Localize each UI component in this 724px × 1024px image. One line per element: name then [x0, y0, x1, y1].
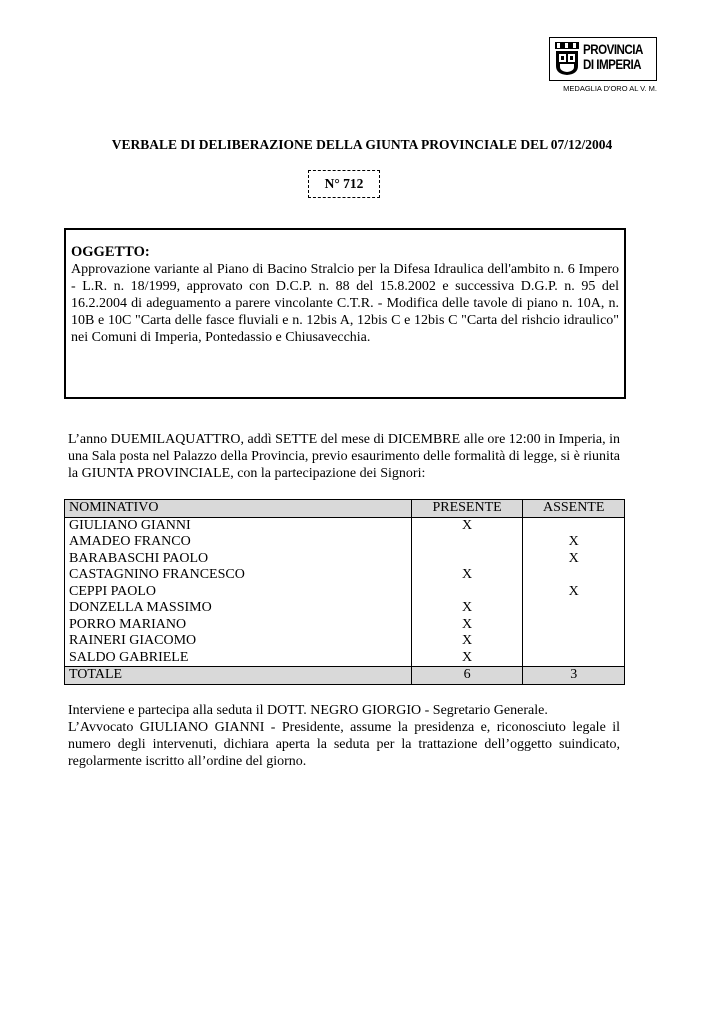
provincia-logo [549, 37, 657, 81]
subject-label: OGGETTO: [71, 244, 150, 260]
member-present: X [411, 600, 523, 617]
table-row [65, 517, 625, 534]
meeting-intro: L’anno DUEMILAQUATTRO, addì SETTE del mese di DICEMBRE alle ore 12:00 in Imperia, in una Sala posta nel Palazzo della Provincia, previo esaurimento delle formalità di legge, si è riunita la GIUNTA PROVINCIALE, con la partecipazione dei Signori: [68, 432, 620, 481]
member-absent: X [523, 551, 625, 568]
table-header-row [65, 500, 625, 518]
table-row [65, 617, 625, 634]
attendance-table [64, 499, 625, 685]
member-name: BARABASCHI PAOLO [65, 551, 412, 568]
member-name: PORRO MARIANO [65, 617, 412, 634]
member-name: RAINERI GIACOMO [65, 633, 412, 650]
coat-of-arms-icon [555, 42, 579, 76]
secretary-line: Interviene e partecipa alla seduta il DOTT. NEGRO GIORGIO - Segretario Generale. [68, 703, 548, 718]
member-present: X [411, 517, 523, 534]
table-row [65, 600, 625, 617]
member-name: AMADEO FRANCO [65, 534, 412, 551]
logo-line-2: DI IMPERIA [583, 57, 642, 72]
logo-line-1: PROVINCIA [583, 42, 643, 57]
member-name: SALDO GABRIELE [65, 650, 412, 667]
member-absent: X [523, 534, 625, 551]
total-present: 6 [411, 667, 523, 685]
table-row [65, 584, 625, 601]
logo-title [583, 42, 655, 72]
member-present: X [411, 633, 523, 650]
subject-box [64, 228, 626, 399]
member-present [411, 584, 523, 601]
closing-section [68, 702, 620, 770]
member-absent [523, 633, 625, 650]
member-name: GIULIANO GIANNI [65, 517, 412, 534]
document-title: VERBALE DI DELIBERAZIONE DELLA GIUNTA PROVINCIALE DEL 07/12/2004 [111, 137, 613, 152]
table-total-row [65, 667, 625, 685]
table-row [65, 534, 625, 551]
member-name: CASTAGNINO FRANCESCO [65, 567, 412, 584]
president-line: L’Avvocato GIULIANO GIANNI - Presidente, assume la presidenza e, riconosciuto legale il numero degli intervenuti, dichiara aperta la seduta per la trattazione dell’oggetto suindicato, regolarmente iscritto all’ordine del giorno. [68, 720, 620, 769]
header-absent: ASSENTE [523, 500, 625, 518]
member-name: DONZELLA MASSIMO [65, 600, 412, 617]
table-row [65, 633, 625, 650]
member-present: X [411, 650, 523, 667]
member-absent: X [523, 584, 625, 601]
total-absent: 3 [523, 667, 625, 685]
deliberation-number: N° 712 [308, 170, 380, 198]
table-row [65, 650, 625, 667]
member-name: CEPPI PAOLO [65, 584, 412, 601]
subject-text: Approvazione variante al Piano di Bacino Stralcio per la Difesa Idraulica dell'ambito n. 6 Impero - L.R. n. 18/1999, approvato con D.C.P. n. 88 del 15.8.2002 e successiva D.G.P. n. 95 del 16.2.2004 di adeguamento a parere vincolante C.T.R. - Modifica delle tavole di piano n. 10A, n. 10B e 10C "Carta delle fasce fluviali e n. 12bis A, 12bis C e 12bis C "Carta del rishcio idraulico" nei Comuni di Imperia, Pontedassio e Chiusavecchia. [71, 262, 619, 345]
member-absent [523, 617, 625, 634]
member-absent [523, 650, 625, 667]
member-absent [523, 600, 625, 617]
member-present [411, 534, 523, 551]
logo-caption: MEDAGLIA D'ORO AL V. M. [563, 84, 657, 93]
member-absent [523, 567, 625, 584]
table-row [65, 551, 625, 568]
table-row [65, 567, 625, 584]
total-label: TOTALE [65, 667, 412, 685]
header-present: PRESENTE [411, 500, 523, 518]
member-absent [523, 517, 625, 534]
member-present: X [411, 567, 523, 584]
member-present: X [411, 617, 523, 634]
member-present [411, 551, 523, 568]
header-name: NOMINATIVO [65, 500, 412, 518]
